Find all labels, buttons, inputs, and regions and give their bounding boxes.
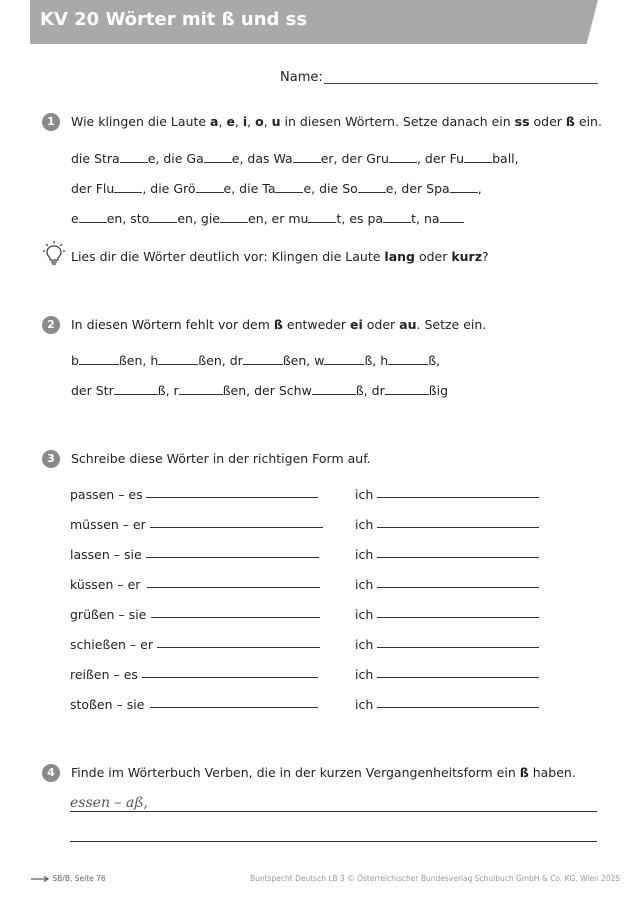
- gap-blank[interactable]: [389, 152, 417, 163]
- task2-instruction: In diesen Wörtern fehlt vor dem ß entweder ei oder au. Setze ein.: [71, 317, 487, 332]
- gap-blank[interactable]: [450, 182, 478, 193]
- task1-instruction: Wie klingen die Laute a, e, i, o, u in diesen Wörtern. Setze danach ein ss oder ß ein.: [71, 114, 602, 129]
- verb-prompt: grüßen – sie: [70, 607, 147, 622]
- ich-label: ich: [355, 487, 374, 502]
- answer-line[interactable]: [147, 587, 320, 588]
- task1-row-2: der Flu , die Grö e, die Ta e, die So e, der Spa ,: [71, 181, 482, 196]
- gap-blank[interactable]: [179, 384, 223, 395]
- verb-prompt: reißen – es: [70, 667, 138, 682]
- handwritten-example: essen – aß,: [70, 795, 149, 811]
- answer-line[interactable]: [157, 647, 320, 648]
- gap-blank[interactable]: [79, 354, 119, 365]
- ich-label: ich: [355, 607, 374, 622]
- gap-blank[interactable]: [79, 212, 107, 223]
- footer-copyright: Buntspecht Deutsch LB 3 © Österreichischer Bundesverlag Schulbuch GmbH & Co. KG, Wien 2025: [250, 874, 621, 883]
- gap-blank[interactable]: [220, 212, 248, 223]
- ich-label: ich: [355, 547, 374, 562]
- gap-blank[interactable]: [120, 152, 148, 163]
- answer-line[interactable]: [146, 497, 318, 498]
- gap-blank[interactable]: [196, 182, 224, 193]
- task-badge-3: 3: [42, 450, 60, 468]
- ich-label: ich: [355, 667, 374, 682]
- gap-blank[interactable]: [312, 384, 356, 395]
- answer-line[interactable]: [151, 617, 320, 618]
- gap-blank[interactable]: [324, 354, 364, 365]
- gap-blank[interactable]: [114, 182, 142, 193]
- gap-blank[interactable]: [358, 182, 386, 193]
- task2-row-1: b ßen, h ßen, dr ßen, w ß, h ß,: [71, 353, 441, 368]
- task4-instruction: Finde im Wörterbuch Verben, die in der kurzen Vergangenheitsform ein ß haben.: [71, 765, 576, 780]
- answer-line[interactable]: [377, 587, 539, 588]
- ich-label: ich: [355, 637, 374, 652]
- gap-blank[interactable]: [293, 152, 321, 163]
- answer-line[interactable]: [377, 707, 539, 708]
- task2-row-2: der Str ß, r ßen, der Schw ß, dr ßig: [71, 383, 448, 398]
- gap-blank[interactable]: [308, 212, 336, 223]
- writing-line[interactable]: [70, 841, 597, 842]
- gap-blank[interactable]: [275, 182, 303, 193]
- task-badge-4: 4: [42, 764, 60, 782]
- gap-blank[interactable]: [149, 212, 177, 223]
- gap-blank[interactable]: [204, 152, 232, 163]
- gap-blank[interactable]: [385, 384, 429, 395]
- ich-label: ich: [355, 577, 374, 592]
- ich-label: ich: [355, 697, 374, 712]
- page-title: KV 20 Wörter mit ß und ss: [40, 9, 308, 30]
- name-label: Name:: [280, 70, 323, 85]
- answer-line[interactable]: [150, 527, 323, 528]
- answer-line[interactable]: [377, 497, 539, 498]
- gap-blank[interactable]: [388, 354, 428, 365]
- answer-line[interactable]: [377, 647, 539, 648]
- writing-line[interactable]: [70, 811, 597, 812]
- verb-prompt: müssen – er: [70, 517, 146, 532]
- lightbulb-icon: [42, 240, 66, 266]
- gap-blank[interactable]: [464, 152, 492, 163]
- gap-blank[interactable]: [383, 212, 411, 223]
- answer-line[interactable]: [146, 557, 319, 558]
- verb-prompt: lassen – sie: [70, 547, 142, 562]
- ich-label: ich: [355, 517, 374, 532]
- verb-prompt: passen – es: [70, 487, 143, 502]
- gap-blank[interactable]: [158, 354, 198, 365]
- verb-prompt: küssen – er: [70, 577, 141, 592]
- task-badge-2: 2: [42, 316, 60, 334]
- task1-hint: Lies dir die Wörter deutlich vor: Klingen die Laute lang oder kurz?: [71, 249, 489, 264]
- answer-line[interactable]: [377, 527, 539, 528]
- arrow-right-icon: [30, 875, 50, 883]
- gap-blank[interactable]: [243, 354, 283, 365]
- answer-line[interactable]: [150, 707, 318, 708]
- verb-prompt: stoßen – sie: [70, 697, 145, 712]
- task3-instruction: Schreibe diese Wörter in der richtigen Form auf.: [71, 451, 371, 466]
- task1-row-1: die Stra e, die Ga e, das Wa er, der Gru , der Fu ball,: [71, 151, 519, 166]
- name-input-line[interactable]: [324, 83, 598, 84]
- task1-row-3: e en, sto en, gie en, er mu t, es pa t, na: [71, 211, 464, 226]
- answer-line[interactable]: [142, 677, 318, 678]
- answer-line[interactable]: [377, 617, 539, 618]
- task-badge-1: 1: [42, 113, 60, 131]
- footer-reference: SB/B, Seite 76: [30, 874, 106, 883]
- answer-line[interactable]: [377, 677, 539, 678]
- verb-prompt: schießen – er: [70, 637, 153, 652]
- answer-line[interactable]: [377, 557, 539, 558]
- gap-blank[interactable]: [114, 384, 158, 395]
- gap-blank[interactable]: [440, 212, 464, 223]
